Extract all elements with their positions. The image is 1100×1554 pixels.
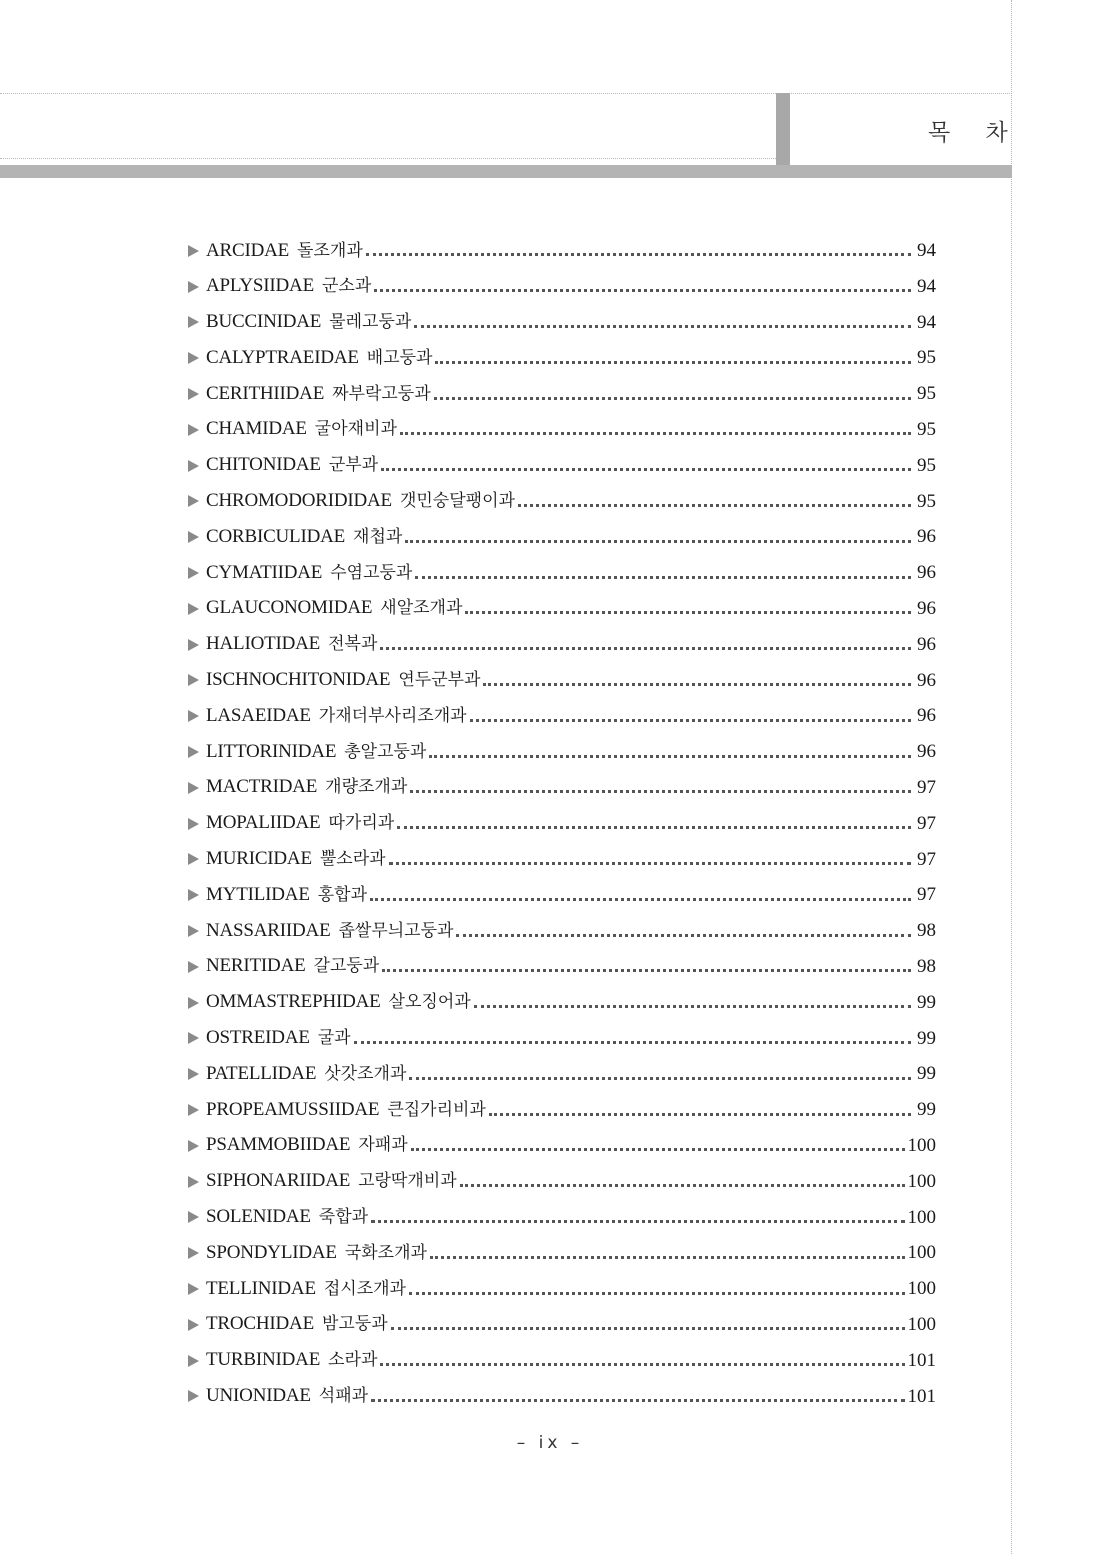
toc-dot-leader xyxy=(389,862,911,865)
toc-entry-title xyxy=(206,734,426,771)
toc-entry-korean-name: 소라과 xyxy=(328,1350,378,1371)
toc-entry-family-name: ISCHNOCHITONIDAE xyxy=(206,669,391,691)
toc-entry-page-number: 99 xyxy=(917,1063,936,1085)
bullet-arrow-icon xyxy=(188,1319,199,1331)
toc-entry-korean-name: 개량조개과 xyxy=(325,777,408,798)
toc-dot-leader xyxy=(456,934,911,937)
toc-entry-family-name: CALYPTRAEIDAE xyxy=(206,346,359,368)
toc-entry-korean-name: 전복과 xyxy=(328,634,378,655)
toc-entry-title xyxy=(206,555,412,592)
toc-entry-family-name: UNIONIDAE xyxy=(206,1385,311,1406)
toc-dot-leader xyxy=(366,253,911,256)
toc-entry-title xyxy=(206,268,371,305)
toc-entry-family-name: PROPEAMUSSIIDAE xyxy=(206,1098,380,1120)
toc-entry-page-number: 96 xyxy=(917,741,936,763)
toc-dot-leader xyxy=(354,1041,911,1044)
toc-entry-page-number: 99 xyxy=(917,1099,936,1121)
toc-entry-korean-name: 수염고둥과 xyxy=(330,562,413,583)
toc-entry-korean-name: 살오징어과 xyxy=(388,992,471,1013)
toc-dot-leader xyxy=(371,1220,904,1223)
toc-entry-family-name: CHAMIDAE xyxy=(206,418,307,440)
toc-entry-title xyxy=(206,1235,427,1272)
bullet-arrow-icon xyxy=(188,531,199,543)
toc-entry-page-number: 97 xyxy=(917,884,936,906)
toc-entry-korean-name: 굴아재비과 xyxy=(314,419,397,440)
bullet-arrow-icon xyxy=(188,710,199,722)
toc-entry-title xyxy=(206,340,432,377)
toc-entry-family-name: MOPALIIDAE xyxy=(206,812,321,834)
toc-entry-korean-name: 돌조개과 xyxy=(297,240,363,261)
toc-dot-leader xyxy=(391,1327,905,1330)
bullet-arrow-icon xyxy=(188,1211,199,1223)
toc-entry[interactable] xyxy=(188,519,936,555)
toc-entry-title xyxy=(206,1342,377,1379)
toc-entry-title xyxy=(206,1199,368,1236)
toc-entry[interactable] xyxy=(188,770,936,806)
toc-entry-korean-name: 뿔소라과 xyxy=(319,849,386,870)
toc-entry-page-number: 98 xyxy=(917,955,936,977)
toc-entry-korean-name: 군부과 xyxy=(328,455,379,476)
toc-dot-leader xyxy=(381,468,911,471)
toc-entry[interactable] xyxy=(188,1343,936,1379)
page-folio: – ix – xyxy=(516,1433,584,1453)
toc-entry-family-name: CYMATIIDAE xyxy=(206,561,323,583)
toc-entry-korean-name: 국화조개과 xyxy=(344,1242,427,1263)
toc-entry-title xyxy=(206,483,515,520)
toc-entry-family-name: NASSARIIDAE xyxy=(206,919,331,941)
toc-dot-leader xyxy=(465,611,911,614)
toc-entry-page-number: 101 xyxy=(907,1349,936,1371)
toc-entry[interactable] xyxy=(188,806,936,842)
toc-entry-family-name: CHROMODORIDIDAE xyxy=(206,490,392,512)
toc-dot-leader xyxy=(374,289,911,292)
toc-entry-family-name: MYTILIDAE xyxy=(206,883,310,905)
toc-entry[interactable] xyxy=(188,1128,936,1164)
toc-entry-korean-name: 좁쌀무늬고둥과 xyxy=(338,920,454,941)
bullet-arrow-icon xyxy=(188,1283,199,1295)
bullet-arrow-icon xyxy=(188,639,199,651)
toc-entry-title xyxy=(206,769,407,806)
bullet-arrow-icon xyxy=(188,495,199,507)
toc-entry-korean-name: 고랑딱개비과 xyxy=(358,1171,457,1192)
toc-entry[interactable] xyxy=(188,734,936,770)
toc-entry[interactable] xyxy=(188,698,936,734)
toc-entry-korean-name: 갯민숭달팽이과 xyxy=(399,491,515,512)
toc-entry-title xyxy=(206,1306,388,1343)
toc-entry-family-name: PSAMMOBIIDAE xyxy=(206,1134,351,1156)
toc-entry-family-name: SOLENIDAE xyxy=(206,1206,311,1228)
header-dotted-rule xyxy=(0,158,778,159)
toc-entry-family-name: LITTORINIDAE xyxy=(206,740,337,762)
toc-entry-family-name: ARCIDAE xyxy=(206,239,290,261)
toc-dot-leader xyxy=(382,969,911,972)
toc-dot-leader xyxy=(518,504,911,507)
toc-entry-korean-name: 죽합과 xyxy=(318,1207,369,1228)
bullet-arrow-icon xyxy=(188,1176,199,1188)
toc-dot-leader xyxy=(430,1256,905,1259)
toc-entry-korean-name: 갈고둥과 xyxy=(313,956,380,977)
toc-entry-page-number: 95 xyxy=(917,454,936,476)
toc-entry[interactable] xyxy=(188,1092,936,1128)
toc-entry-page-number: 100 xyxy=(907,1170,936,1192)
toc-entry-page-number: 94 xyxy=(917,240,936,261)
toc-dot-leader xyxy=(411,1148,905,1151)
toc-entry-page-number: 96 xyxy=(917,669,936,691)
toc-entry-family-name: MURICIDAE xyxy=(206,848,312,870)
toc-dot-leader xyxy=(460,1184,905,1187)
toc-entry-page-number: 94 xyxy=(917,275,936,297)
toc-entry-title xyxy=(206,1092,486,1129)
toc-entry[interactable] xyxy=(188,985,936,1021)
toc-entry[interactable] xyxy=(188,448,936,484)
toc-entry-page-number: 96 xyxy=(917,597,936,619)
toc-entry-korean-name: 가재더부사리조개과 xyxy=(318,705,467,726)
toc-entry[interactable] xyxy=(188,1307,936,1343)
toc-entry-korean-name: 석패과 xyxy=(318,1386,369,1406)
toc-entry-title xyxy=(206,233,363,270)
toc-dot-leader xyxy=(405,540,911,543)
toc-entry-title xyxy=(206,662,480,699)
toc-entry-family-name: SIPHONARIIDAE xyxy=(206,1170,351,1192)
toc-dot-leader xyxy=(370,898,911,901)
bullet-arrow-icon xyxy=(188,460,199,472)
toc-entry-title xyxy=(206,376,431,413)
toc-entry-family-name: OMMASTREPHIDAE xyxy=(206,991,381,1013)
toc-entry[interactable] xyxy=(188,1164,936,1200)
toc-entry-korean-name: 새알조개과 xyxy=(380,598,463,619)
toc-entry-page-number: 99 xyxy=(917,991,936,1013)
toc-entry-korean-name: 따가리과 xyxy=(328,813,395,834)
toc-entry-korean-name: 큰집가리비과 xyxy=(387,1099,486,1120)
section-title: 목 차 xyxy=(928,120,1022,146)
toc-entry-title xyxy=(206,948,379,985)
toc-entry-page-number: 94 xyxy=(917,311,936,333)
toc-entry-family-name: CORBICULIDAE xyxy=(206,525,346,547)
toc-dot-leader xyxy=(409,1292,905,1295)
bullet-arrow-icon xyxy=(188,1068,199,1080)
toc-entry-title xyxy=(206,590,462,627)
bullet-arrow-icon xyxy=(188,674,199,686)
toc-entry-page-number: 100 xyxy=(907,1134,936,1156)
toc-entry[interactable] xyxy=(188,1200,936,1236)
toc-entry-title xyxy=(206,519,402,556)
bullet-arrow-icon xyxy=(188,567,199,579)
bullet-arrow-icon xyxy=(188,245,199,257)
toc-entry[interactable] xyxy=(188,233,936,269)
toc-entry-family-name: OSTREIDAE xyxy=(206,1027,310,1049)
top-dotted-rule xyxy=(0,93,1012,94)
toc-entry-page-number: 100 xyxy=(907,1206,936,1228)
bullet-arrow-icon xyxy=(188,1032,199,1044)
toc-entry[interactable] xyxy=(188,1021,936,1057)
toc-entry-korean-name: 밤고둥과 xyxy=(321,1314,388,1335)
toc-entry-family-name: MACTRIDAE xyxy=(206,776,318,798)
toc-entry-korean-name: 접시조개과 xyxy=(323,1278,406,1299)
toc-entry-page-number: 96 xyxy=(917,562,936,584)
toc-entry[interactable] xyxy=(188,269,936,305)
bullet-arrow-icon xyxy=(188,1104,199,1116)
toc-entry[interactable] xyxy=(188,376,936,412)
bullet-arrow-icon xyxy=(188,961,199,973)
toc-entry[interactable] xyxy=(188,1271,936,1307)
toc-entry-title xyxy=(206,984,471,1021)
toc-entry-title xyxy=(206,1163,457,1200)
toc-dot-leader xyxy=(415,576,911,579)
toc-entry-page-number: 100 xyxy=(907,1278,936,1300)
toc-entry[interactable] xyxy=(188,842,936,878)
toc-entry-korean-name: 재첩과 xyxy=(353,526,403,547)
bullet-arrow-icon xyxy=(188,603,199,615)
toc-entry-page-number: 96 xyxy=(917,526,936,548)
toc-dot-leader xyxy=(414,325,911,328)
toc-dot-leader xyxy=(474,1005,911,1008)
header-band xyxy=(0,165,1012,178)
toc-dot-leader xyxy=(429,755,911,758)
bullet-arrow-icon xyxy=(188,388,199,400)
toc-entry-page-number: 98 xyxy=(917,920,936,942)
toc-entry-korean-name: 연두군부과 xyxy=(398,670,481,691)
bullet-arrow-icon xyxy=(188,1355,199,1367)
right-dotted-rule xyxy=(1011,0,1012,1554)
toc-entry-family-name: NERITIDAE xyxy=(206,955,306,977)
toc-entry[interactable] xyxy=(188,412,936,448)
toc-entry-title xyxy=(206,698,467,735)
toc-dot-leader xyxy=(435,361,911,364)
toc-entry-title xyxy=(206,913,453,950)
toc-entry[interactable] xyxy=(188,627,936,663)
toc-dot-leader xyxy=(380,1363,904,1366)
toc-dot-leader xyxy=(400,432,911,435)
toc-entry[interactable] xyxy=(188,663,936,699)
toc-entry-family-name: CERITHIIDAE xyxy=(206,382,325,404)
toc-entry[interactable] xyxy=(188,1235,936,1271)
toc-entry-page-number: 101 xyxy=(907,1385,936,1407)
toc-entry-family-name: TURBINIDAE xyxy=(206,1349,321,1371)
toc-entry-page-number: 95 xyxy=(917,490,936,512)
toc-dot-leader xyxy=(489,1113,911,1116)
toc-entry[interactable] xyxy=(188,340,936,376)
toc-entry[interactable] xyxy=(188,1056,936,1092)
toc-entry-family-name: TROCHIDAE xyxy=(206,1313,314,1335)
toc-entry[interactable] xyxy=(188,913,936,949)
toc-entry-page-number: 95 xyxy=(917,383,936,405)
toc-entry[interactable] xyxy=(188,305,936,341)
toc-entry[interactable] xyxy=(188,877,936,913)
toc-dot-leader xyxy=(409,1077,911,1080)
toc-entry[interactable] xyxy=(188,484,936,520)
bullet-arrow-icon xyxy=(188,925,199,937)
toc-entry-page-number: 95 xyxy=(917,418,936,440)
toc-dot-leader xyxy=(371,1399,904,1402)
toc-entry[interactable] xyxy=(188,555,936,591)
toc-dot-leader xyxy=(470,719,911,722)
toc-entry-family-name: TELLINIDAE xyxy=(206,1277,316,1299)
toc-entry-page-number: 96 xyxy=(917,705,936,727)
toc-entry-family-name: HALIOTIDAE xyxy=(206,633,321,655)
toc-entry-title xyxy=(206,805,394,842)
toc-entry[interactable] xyxy=(188,949,936,985)
toc-dot-leader xyxy=(397,826,911,829)
toc-entry-family-name: CHITONIDAE xyxy=(206,454,321,476)
toc-entry-page-number: 99 xyxy=(917,1027,936,1049)
toc-entry-family-name: BUCCINIDAE xyxy=(206,311,322,333)
bullet-arrow-icon xyxy=(188,1247,199,1259)
toc-entry-korean-name: 총알고둥과 xyxy=(344,741,427,762)
toc-entry-title xyxy=(206,626,377,663)
toc-entry-page-number: 97 xyxy=(917,848,936,870)
toc-entry-title xyxy=(206,877,367,914)
toc-entry[interactable] xyxy=(188,1379,936,1415)
toc-entry-korean-name: 자패과 xyxy=(358,1135,408,1156)
bullet-arrow-icon xyxy=(188,853,199,865)
toc-entry-title xyxy=(206,304,411,341)
bullet-arrow-icon xyxy=(188,424,199,436)
toc-entry-family-name: SPONDYLIDAE xyxy=(206,1241,337,1263)
toc-entry-korean-name: 물레고둥과 xyxy=(329,312,412,333)
bullet-arrow-icon xyxy=(188,316,199,328)
toc-entry-title xyxy=(206,411,397,448)
bullet-arrow-icon xyxy=(188,997,199,1009)
toc-dot-leader xyxy=(483,683,911,686)
toc-entry-korean-name: 삿갓조개과 xyxy=(324,1063,407,1084)
bullet-arrow-icon xyxy=(188,1140,199,1152)
toc-entry-family-name: GLAUCONOMIDAE xyxy=(206,597,373,619)
toc-entry-page-number: 100 xyxy=(907,1313,936,1335)
toc-entry-page-number: 97 xyxy=(917,776,936,798)
toc-entry-page-number: 96 xyxy=(917,633,936,655)
toc-dot-leader xyxy=(434,397,911,400)
bullet-arrow-icon xyxy=(188,281,199,293)
toc-entry-page-number: 100 xyxy=(907,1242,936,1264)
toc-entry-korean-name: 군소과 xyxy=(321,276,372,297)
bullet-arrow-icon xyxy=(188,782,199,794)
toc-entry-title xyxy=(206,841,386,878)
bullet-arrow-icon xyxy=(188,352,199,364)
toc-entry-family-name: APLYSIIDAE xyxy=(206,275,314,297)
toc-entry-title xyxy=(206,1020,351,1057)
bullet-arrow-icon xyxy=(188,746,199,758)
toc-entry-title xyxy=(206,1056,406,1093)
toc-entry-page-number: 97 xyxy=(917,812,936,834)
toc-entry[interactable] xyxy=(188,591,936,627)
toc-entry-title xyxy=(206,1378,368,1415)
toc-entry-title xyxy=(206,1127,408,1164)
table-of-contents xyxy=(188,233,936,1414)
header-tab-bar xyxy=(776,93,790,165)
toc-entry-family-name: PATELLIDAE xyxy=(206,1062,317,1084)
toc-entry-title xyxy=(206,1271,406,1308)
toc-entry-korean-name: 배고둥과 xyxy=(366,347,433,368)
toc-entry-page-number: 95 xyxy=(917,347,936,369)
toc-entry-korean-name: 굴과 xyxy=(317,1028,351,1049)
toc-dot-leader xyxy=(410,790,911,793)
toc-entry-family-name: LASAEIDAE xyxy=(206,704,311,726)
toc-entry-korean-name: 짜부락고둥과 xyxy=(332,383,431,404)
toc-entry-title xyxy=(206,447,378,484)
toc-dot-leader xyxy=(380,647,911,650)
bullet-arrow-icon xyxy=(188,818,199,830)
toc-entry-korean-name: 홍합과 xyxy=(317,884,368,905)
bullet-arrow-icon xyxy=(188,1390,199,1402)
bullet-arrow-icon xyxy=(188,889,199,901)
